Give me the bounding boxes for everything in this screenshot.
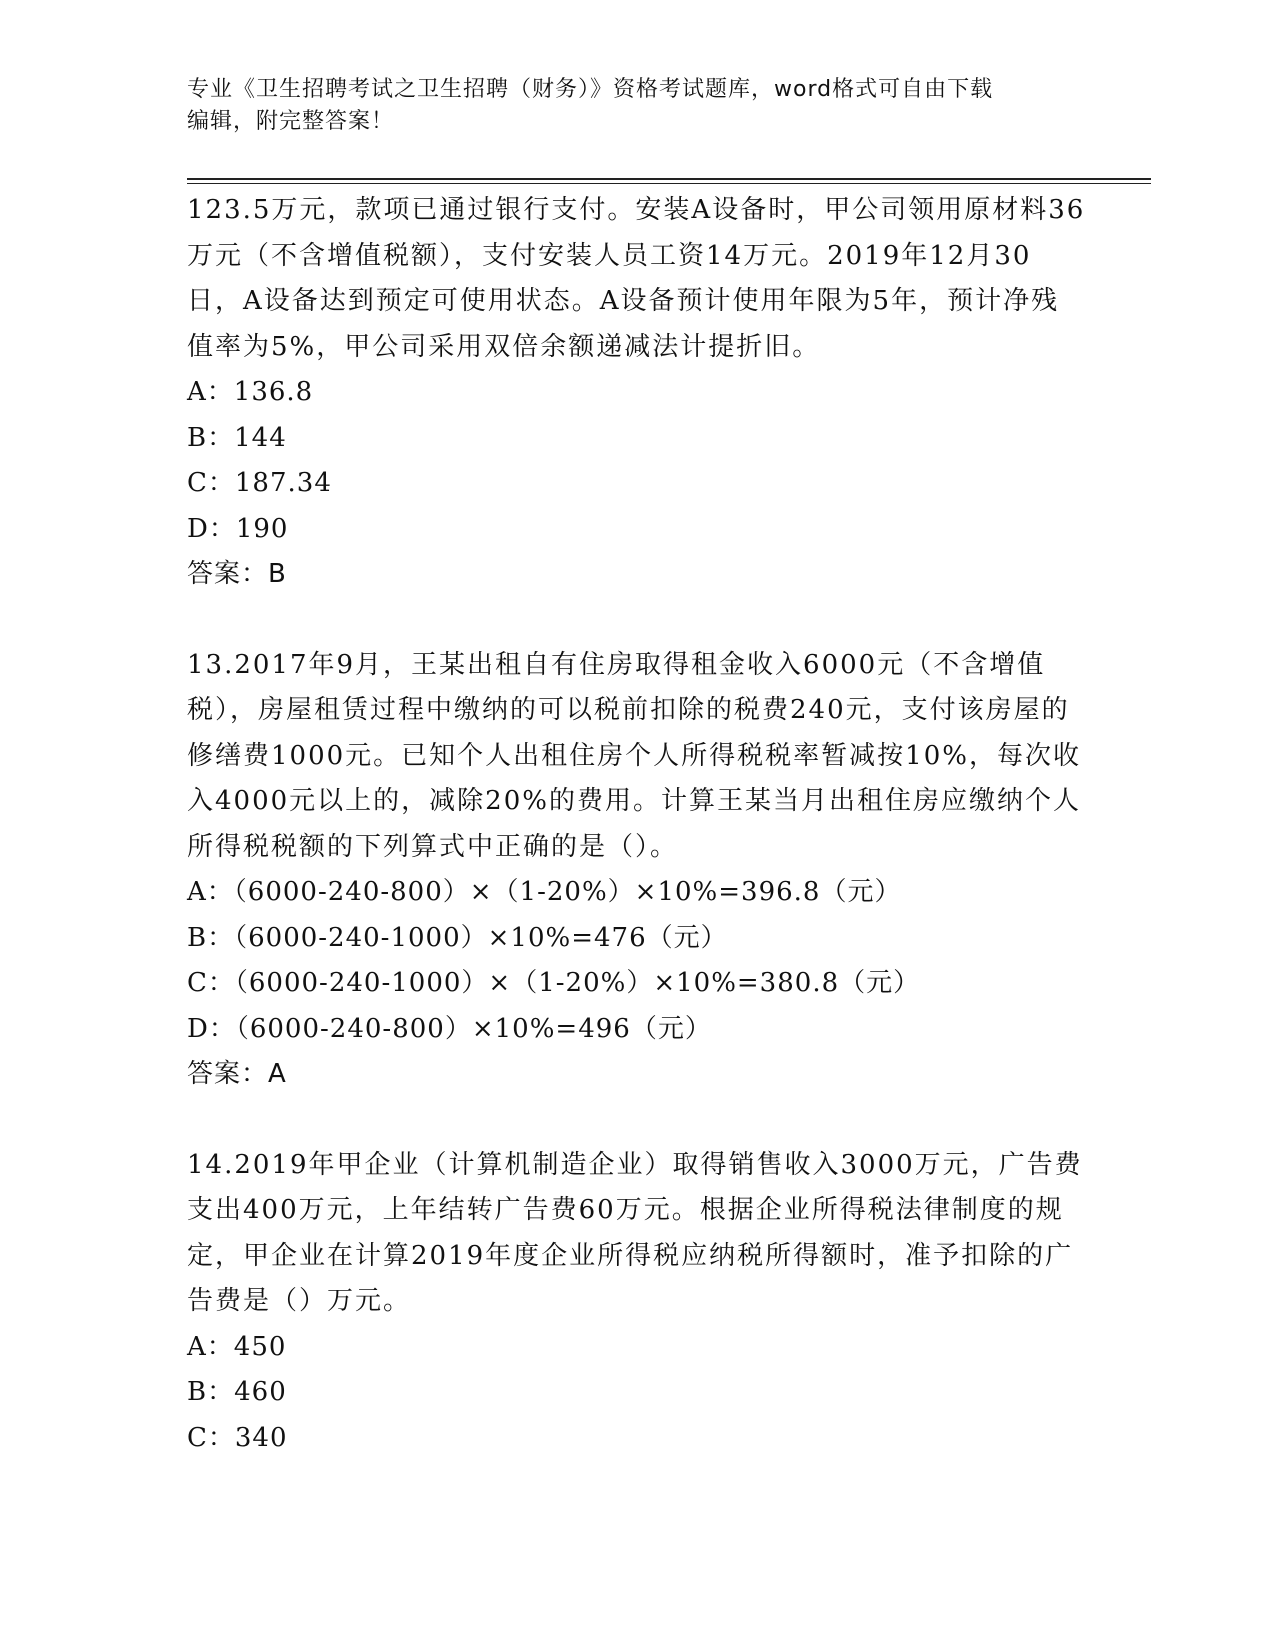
page-header [187,74,1067,138]
question-12-answer: 答案：B [187,559,287,589]
question-spacer [187,1098,1087,1143]
header-rule-thin [187,183,1151,184]
question-13 [187,643,1087,1098]
header-line-1: 专业《卫生招聘考试之卫生招聘（财务）》资格考试题库，word格式可自由下载 [187,77,994,102]
question-13-answer: 答案：A [187,1059,287,1089]
question-13-option-a: A：（6000-240-800）×（1-20%）×10%=396.8（元） [187,877,902,907]
question-content [187,188,1087,1461]
question-14-option-a: A：450 [187,1331,287,1362]
question-12-text: 123.5万元，款项已通过银行支付。安装A设备时，甲公司领用原材料36万元（不含增值税额），支付安装人员工资14万元。2019年12月30日，A设备达到预定可使用状态。A设备预计使用年限为5年，预计净残值率为5%，甲公司采用双倍余额递减法计提折旧。 [187,195,1086,362]
question-13-option-b: B：（6000-240-1000）×10%=476（元） [187,922,728,953]
question-12-option-b: B：144 [187,422,287,453]
question-13-option-d: D：（6000-240-800）×10%=496（元） [187,1013,712,1044]
question-14-option-b: B：460 [187,1377,287,1407]
header-rule-thick [187,178,1151,180]
header-line-2: 编辑，附完整答案！ [187,109,395,134]
question-12-option-a: A：136.8 [187,377,314,407]
question-14-text: 14.2019年甲企业（计算机制造企业）取得销售收入3000万元，广告费支出400万元，上年结转广告费60万元。根据企业所得税法律制度的规定，甲企业在计算2019年度企业所得税应纳税所得额时，准予扣除的广告费是（）万元。 [187,1149,1083,1316]
question-13-option-c: C：（6000-240-1000）×（1-20%）×10%=380.8（元） [187,968,921,998]
question-12 [187,188,1087,598]
question-14 [187,1143,1087,1462]
question-13-text: 13.2017年9月，王某出租自有住房取得租金收入6000元（不含增值税），房屋租赁过程中缴纳的可以税前扣除的税费240元，支付该房屋的修缮费1000元。已知个人出租住房个人所得税税率暂减按10%，每次收入4000元以上的，减除20%的费用。计算王某当月出租住房应缴纳个人所得税税额的下列算式中正确的是（）。 [187,649,1081,862]
question-14-option-c: C：340 [187,1422,288,1453]
question-spacer [187,598,1087,643]
question-12-option-d: D：190 [187,513,289,544]
question-12-option-c: C：187.34 [187,468,332,498]
